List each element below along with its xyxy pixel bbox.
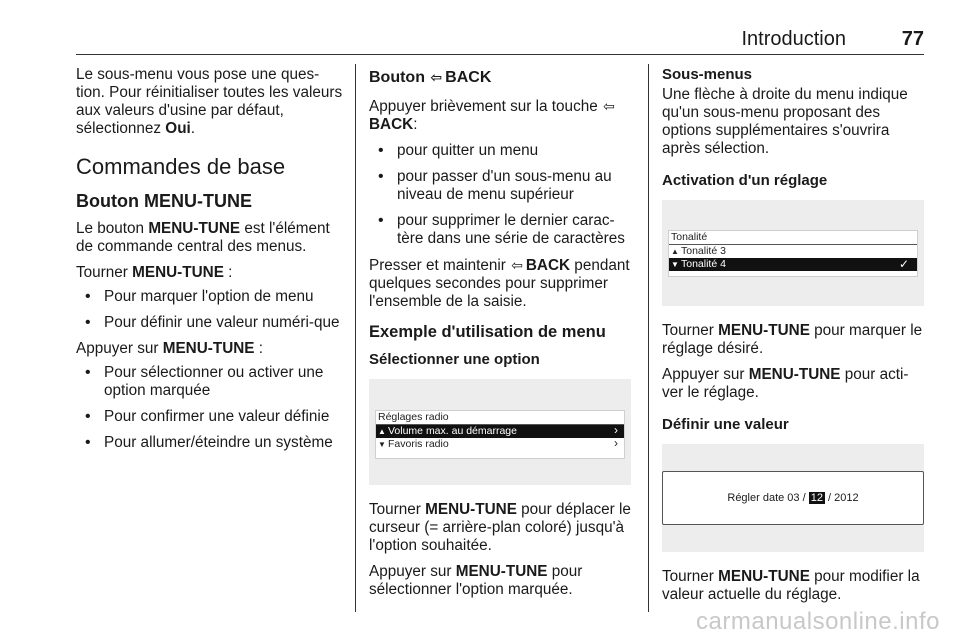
paragraph: Le bouton MENU-TUNE est l'élément de commande central des menus. <box>76 220 330 255</box>
page-header <box>76 26 924 55</box>
page-number: 77 <box>901 28 924 50</box>
paragraph: Appuyer sur MENU-TUNE : <box>76 340 264 357</box>
checkmark-icon: ✓ <box>898 257 909 271</box>
list-item: • pour supprimer le dernier carac-tère dans une série de caractères <box>369 212 631 248</box>
paragraph: Appuyer brièvement sur la touche ⇦BACK: <box>369 98 615 133</box>
back-icon: ⇦ <box>602 98 615 114</box>
subheading: Sélectionner une option <box>369 351 540 368</box>
menu-row: ▲ Tonalité 3 <box>671 245 726 257</box>
column-left <box>76 66 344 460</box>
subsection-heading: Bouton MENU-TUNE <box>76 191 252 211</box>
display-illustration <box>662 444 924 552</box>
subsection-heading: Bouton ⇦ BACK <box>369 66 631 89</box>
chevron-right-icon: › <box>614 436 618 450</box>
back-icon: ⇦ <box>430 69 443 85</box>
arrow-up-icon: ▲ <box>671 247 679 256</box>
list-item: • Pour confirmer une valeur définie <box>76 408 344 426</box>
intro-paragraph: Le sous-menu vous pose une ques-tion. Pour réinitialiser toutes les valeurs aux valeurs d'usine par défaut, sélectionnez Oui. <box>76 66 343 137</box>
screen-title: Réglages radio <box>376 411 624 425</box>
chevron-right-icon: › <box>614 423 618 437</box>
subheading: Définir une valeur <box>662 416 789 433</box>
paragraph: Une flèche à droite du menu indique qu'un sous-menu proposant des options supplémentaires s'ouvrira après sélection. <box>662 86 908 157</box>
display-illustration <box>662 200 924 306</box>
list-item: • pour quitter un menu <box>369 142 631 160</box>
bullet-list <box>369 142 631 248</box>
menu-row-selected: ▼ Tonalité 4 ✓ <box>669 258 917 271</box>
arrow-up-icon: ▲ <box>378 427 386 436</box>
paragraph: Presser et maintenir ⇦ BACK pendant quelques secondes pour supprimer l'ensemble de la saisie. <box>369 257 630 310</box>
paragraph: Tourner MENU-TUNE pour marquer le réglage désiré. <box>662 322 923 357</box>
menu-row: ▼ Favoris radio › <box>378 436 618 450</box>
column-middle <box>369 66 631 607</box>
list-item: • Pour allumer/éteindre un système <box>76 434 344 452</box>
menu-row-selected: ▲ Volume max. au démarrage › <box>376 425 624 438</box>
subheading: Sous-menus <box>662 66 753 83</box>
paragraph: Appuyer sur MENU-TUNE pour sélectionner l'option marquée. <box>369 563 583 598</box>
bullet-list <box>76 288 344 332</box>
section-heading: Commandes de base <box>76 154 286 179</box>
list-item: • Pour sélectionner ou activer une option marquée <box>76 364 344 400</box>
bullet-list <box>76 364 344 452</box>
column-divider <box>355 64 356 612</box>
selected-value: 12 <box>810 492 823 504</box>
display-screen <box>375 410 625 459</box>
paragraph: Tourner MENU-TUNE pour déplacer le curseur (= arrière-plan coloré) jusqu'à l'option souhaitée. <box>369 501 631 554</box>
display-screen <box>668 230 918 277</box>
watermark: carmanualsonline.info <box>696 608 940 635</box>
screen-title: Tonalité <box>669 231 917 245</box>
paragraph: Tourner MENU-TUNE : <box>76 264 233 281</box>
subheading: Activation d'un réglage <box>662 172 828 189</box>
page-title: Introduction <box>741 28 846 50</box>
back-icon: ⇦ <box>511 257 523 273</box>
display-illustration <box>369 379 631 485</box>
subsection-heading: Exemple d'utilisation de menu <box>369 323 606 341</box>
list-item: • Pour marquer l'option de menu <box>76 288 344 306</box>
arrow-down-icon: ▼ <box>671 260 679 269</box>
list-item: • pour passer d'un sous-menu au niveau de menu supérieur <box>369 168 631 204</box>
column-right <box>662 66 924 612</box>
paragraph: Tourner MENU-TUNE pour modifier la valeur actuelle du réglage. <box>662 568 920 603</box>
arrow-down-icon: ▼ <box>378 440 386 449</box>
paragraph: Appuyer sur MENU-TUNE pour acti-ver le réglage. <box>662 366 909 401</box>
list-item: • Pour définir une valeur numéri-que <box>76 314 344 332</box>
column-divider <box>648 64 649 612</box>
display-screen: Régler date 03 / 12 / 2012 <box>662 471 924 525</box>
